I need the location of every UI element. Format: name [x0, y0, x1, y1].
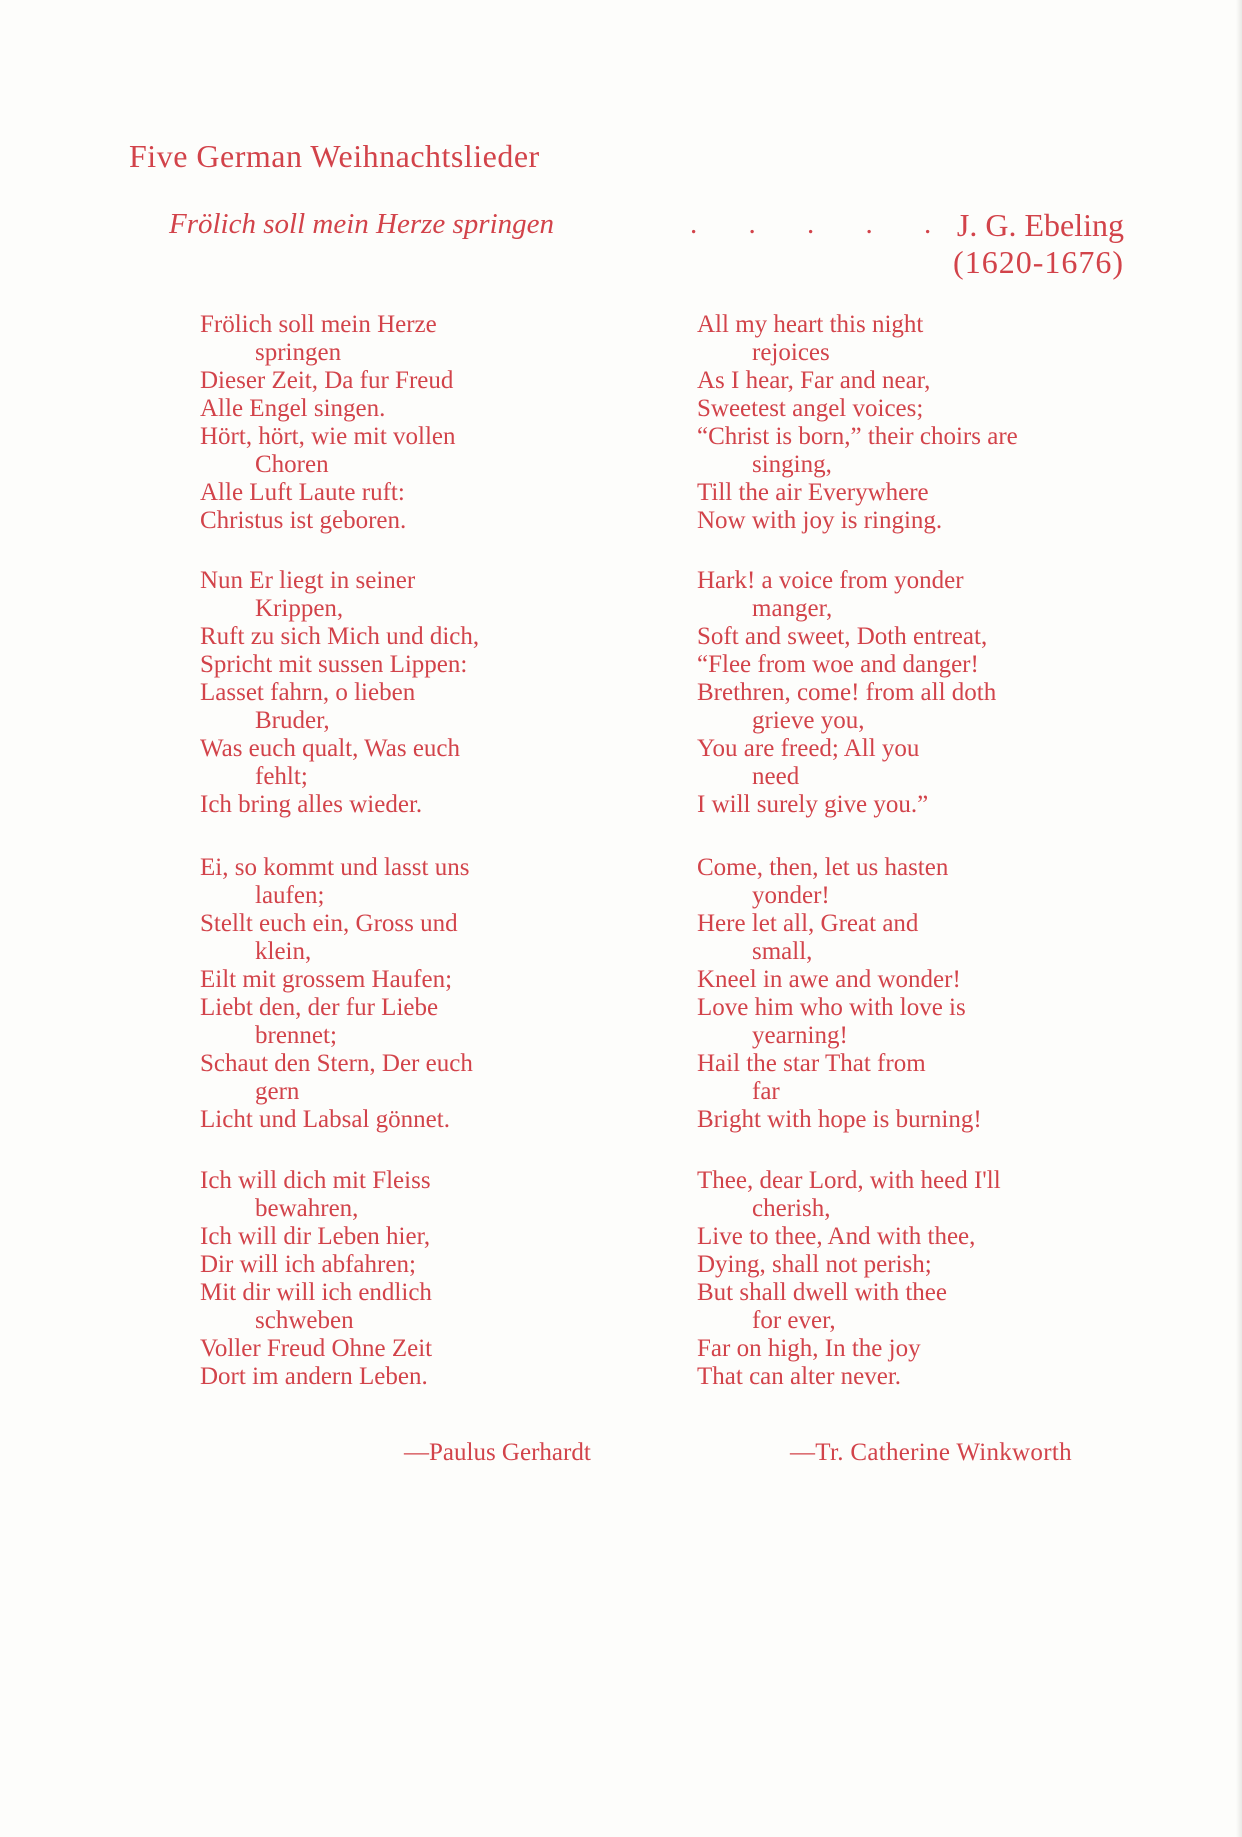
lyric-line: Now with joy is ringing. — [697, 507, 943, 534]
lyric-line: gern — [255, 1078, 300, 1105]
lyric-line: Voller Freud Ohne Zeit — [200, 1335, 433, 1362]
lyric-line: Schaut den Stern, Der euch — [200, 1050, 473, 1077]
lyric-line: Ich will dich mit Fleiss — [200, 1167, 431, 1194]
lyric-line: Dort im andern Leben. — [200, 1363, 428, 1390]
english-stanza-4 — [697, 1167, 1001, 1391]
lyric-line: singing, — [752, 451, 832, 478]
composer-name: J. G. Ebeling — [956, 207, 1124, 243]
lyric-line: But shall dwell with thee — [697, 1279, 947, 1306]
composer-dates: (1620-1676) — [953, 244, 1124, 280]
lyric-line: springen — [255, 339, 342, 366]
lyric-line: Eilt mit grossem Haufen; — [200, 966, 453, 993]
lyric-line: fehlt; — [255, 763, 308, 790]
lyric-line: Choren — [255, 451, 329, 478]
lyric-line: “Flee from woe and danger! — [697, 651, 979, 678]
lyric-line: Dying, shall not perish; — [697, 1251, 932, 1278]
lyric-line: “Christ is born,” their choirs are — [697, 423, 1018, 450]
lyric-line: Alle Engel singen. — [200, 395, 386, 422]
leader-dots: . . . . . — [690, 208, 954, 240]
lyric-line: Ei, so kommt und lasst uns — [200, 854, 470, 881]
lyric-line: Soft and sweet, Doth entreat, — [697, 623, 988, 650]
lyric-line: Thee, dear Lord, with heed I'll — [697, 1167, 1001, 1194]
lyric-line: Dir will ich abfahren; — [200, 1251, 416, 1278]
lyric-line: Love him who with love is — [697, 994, 966, 1021]
lyric-line: rejoices — [752, 339, 830, 366]
lyric-line: All my heart this night — [697, 311, 924, 338]
lyric-line: need — [752, 763, 800, 790]
lyric-line: schweben — [255, 1307, 354, 1334]
lyric-line: Brethren, come! from all doth — [697, 679, 997, 706]
lyric-line: bewahren, — [255, 1195, 359, 1222]
english-stanza-2 — [697, 567, 996, 819]
lyric-line: Mit dir will ich endlich — [200, 1279, 432, 1306]
english-stanza-1 — [697, 311, 1018, 535]
lyric-line: Hört, hört, wie mit vollen — [200, 423, 456, 450]
lyric-line: Bruder, — [255, 707, 330, 734]
lyric-line: Bright with hope is burning! — [697, 1106, 982, 1133]
lyric-line: yearning! — [752, 1022, 848, 1049]
lyric-line: I will surely give you.” — [697, 791, 929, 818]
lyric-line: grieve you, — [752, 707, 865, 734]
lyric-line: cherish, — [752, 1195, 831, 1222]
lyric-line: Till the air Everywhere — [697, 479, 929, 506]
lyric-line: Liebt den, der fur Liebe — [200, 994, 439, 1021]
lyric-line: Ich will dir Leben hier, — [200, 1223, 431, 1250]
lyric-line: Stellt euch ein, Gross und — [200, 910, 458, 937]
lyric-line: Ruft zu sich Mich und dich, — [200, 623, 480, 650]
lyric-line: Dieser Zeit, Da fur Freud — [200, 367, 454, 394]
lyric-line: Sweetest angel voices; — [697, 395, 924, 422]
english-stanza-3 — [697, 854, 982, 1134]
lyric-line: Was euch qualt, Was euch — [200, 735, 461, 762]
lyric-line: yonder! — [752, 882, 830, 909]
document-title: Five German Weihnachtslieder — [129, 138, 540, 174]
german-stanza-1 — [200, 311, 456, 535]
lyric-line: Come, then, let us hasten — [697, 854, 949, 881]
lyric-line: Hail the star That from — [697, 1050, 926, 1077]
lyric-line: Spricht mit sussen Lippen: — [200, 651, 468, 678]
lyric-line: Hark! a voice from yonder — [697, 567, 964, 594]
song-title: Frölich soll mein Herze springen — [169, 208, 555, 240]
lyric-line: Here let all, Great and — [697, 910, 919, 937]
translator-credit: —Tr. Catherine Winkworth — [790, 1439, 1072, 1466]
lyric-line: Far on high, In the joy — [697, 1335, 921, 1362]
lyric-line: manger, — [752, 595, 833, 622]
german-stanza-4 — [200, 1167, 432, 1391]
lyricist-credit: —Paulus Gerhardt — [404, 1439, 591, 1466]
lyric-line: klein, — [255, 938, 312, 965]
lyric-line: Alle Luft Laute ruft: — [200, 479, 405, 506]
page-edge-shadow — [1236, 0, 1242, 1837]
lyric-line: As I hear, Far and near, — [697, 367, 931, 394]
lyric-line: for ever, — [752, 1307, 836, 1334]
lyric-line: That can alter never. — [697, 1363, 902, 1390]
lyric-line: laufen; — [255, 882, 325, 909]
lyric-line: far — [752, 1078, 780, 1105]
lyric-line: Christus ist geboren. — [200, 507, 407, 534]
german-stanza-2 — [200, 567, 479, 819]
lyric-line: You are freed; All you — [697, 735, 920, 762]
lyric-line: brennet; — [255, 1022, 337, 1049]
lyric-line: Krippen, — [255, 595, 344, 622]
lyric-line: small, — [752, 938, 813, 965]
lyric-line: Nun Er liegt in seiner — [200, 567, 416, 594]
lyric-line: Licht und Labsal gönnet. — [200, 1106, 450, 1133]
lyric-line: Lasset fahrn, o lieben — [200, 679, 416, 706]
lyric-line: Ich bring alles wieder. — [200, 791, 423, 818]
lyric-line: Frölich soll mein Herze — [200, 311, 437, 338]
german-stanza-3 — [200, 854, 473, 1134]
lyric-line: Kneel in awe and wonder! — [697, 966, 961, 993]
lyric-line: Live to thee, And with thee, — [697, 1223, 976, 1250]
